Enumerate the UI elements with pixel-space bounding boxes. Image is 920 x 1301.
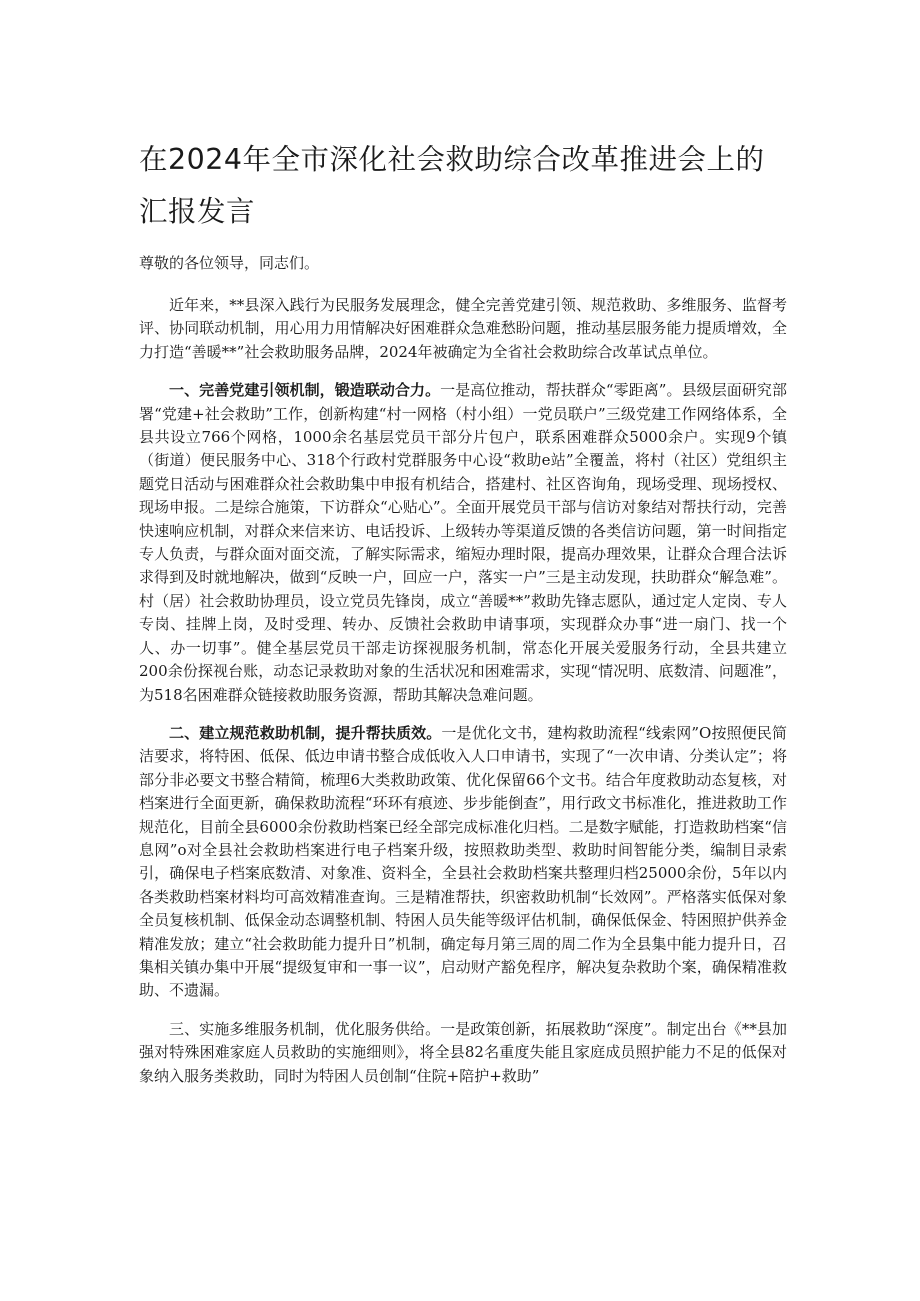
salutation: 尊敬的各位领导，同志们。: [139, 254, 320, 272]
paragraph-text: 三、实施多维服务机制，优化服务供给。一是政策创新，拓展救助“深度”。制定出台《**县加强对特殊困难家庭人员救助的实施细则》，将全县82名重度失能且家庭成员照护能力不足的低保对象纳入服务类救助，同时为特困人员创制“住院+陪护+救助”: [139, 1019, 787, 1085]
body-paragraph: [139, 294, 787, 364]
paragraph-text: 一是优化文书，建构救助流程“线索网”O按照便民简洁要求，将特困、低保、低边申请书整合成低收入人口申请书，实现了“一次申请、分类认定”；将部分非必要文书整合精简，梳理6大类救助政策、优化保留66个文书。结合年度救助动态复核，对档案进行全面更新，确保救助流程“环环有痕迹、步步能倒查”，用行政文书标准化，推进救助工作规范化，目前全县6000余份救助档案已经全部完成标准化归档。二是数字赋能，打造救助档案“信息网”o对全县社会救助档案进行电子档案升级，按照救助类型、救助时间智能分类，编制目录索引，确保电子档案底数清、对象准、资料全，全县社会救助档案共整理归档25000余份，5年以内各类救助档案材料均可高效精准查询。三是精准帮扶，织密救助机制“长效网”。严格落实低保对象全员复核机制、低保金动态调整机制、特困人员失能等级评估机制，确保低保金、特困照护供养金精准发放；建立“社会救助能力提升日”机制，确定每月第三周的周二作为全县集中能力提升日，召集相关镇办集中开展“提级复审和一事一议”，启动财产豁免程序，解决复杂救助个案，确保精准救助、不遗漏。: [139, 723, 787, 1000]
section-heading: 一、完善党建引领机制，锻造联动合力。: [169, 381, 441, 400]
document-page: [139, 134, 787, 1103]
paragraph-text: 近年来，**县深入践行为民服务发展理念，健全完善党建引领、规范救助、多维服务、监督考评、协同联动机制，用心用力用情解决好困难群众急难愁盼问题，推动基层服务能力提质增效，全力打造“善暖**”社会救助服务品牌，2024年被确定为全省社会救助综合改革试点单位。: [139, 296, 787, 361]
body-paragraph: [139, 722, 787, 1003]
paragraph-text: 一是高位推动，帮扶群众“零距离”。县级层面研究部署“党建+社会救助”工作，创新构建“村一网格（村小组）一党员联户”三级党建工作网络体系，全县共设立766个网格，1000余名基层党员干部分片包户，联系困难群众5000余户。实现9个镇（街道）便民服务中心、318个行政村党群服务中心设“救助e站”全覆盖，将村（社区）党组织主题党日活动与困难群众社会救助集中申报有机结合，搭建村、社区咨询角，现场受理、现场授权、现场申报。二是综合施策，下访群众“心贴心”。全面开展党员干部与信访对象结对帮扶行动，完善快速响应机制，对群众来信来访、电话投诉、上级转办等渠道反馈的各类信访问题，第一时间指定专人负责，与群众面对面交流，了解实际需求，缩短办理时限，提高办理效果，让群众合理合法诉求得到及时就地解决，做到“反映一户，回应一户，落实一户”三是主动发现，扶助群众“解急难”。村（居）社会救助协理员，设立党员先锋岗，成立“善暖**”救助先锋志愿队，通过定人定岗、专人专岗、挂牌上岗，及时受理、转办、反馈社会救助申请事项，实现群众办事“进一扇门、找一个人、办一切事”。健全基层党员干部走访探视服务机制，常态化开展关爱服务行动，全县共建立200余份探视台账，动态记录救助对象的生活状况和困难需求，实现“情况明、底数清、问题准”，为518名困难群众链接救助服务资源，帮助其解决急难问题。: [139, 381, 787, 704]
document-body: [139, 294, 787, 1088]
body-paragraph: [139, 1018, 787, 1088]
body-paragraph: [139, 379, 787, 707]
document-title: 在2024年全市深化社会救助综合改革推进会上的汇报发言: [139, 143, 765, 228]
section-heading: 二、建立规范救助机制，提升帮扶质效。: [169, 723, 442, 742]
